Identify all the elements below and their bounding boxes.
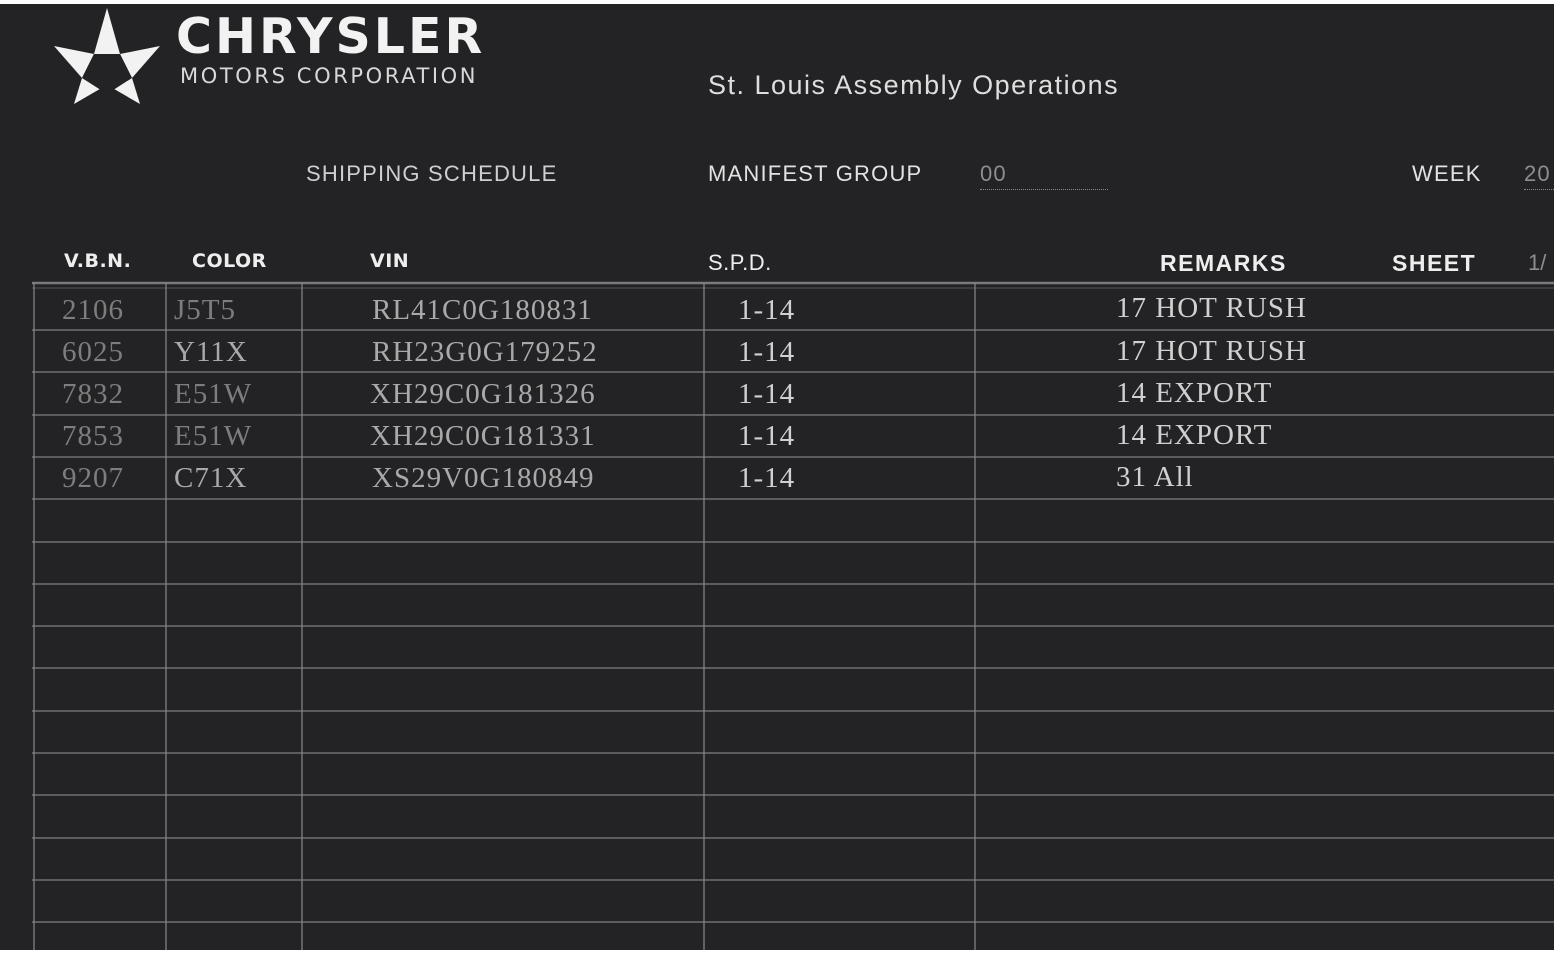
brand-subtitle: MOTORS CORPORATION bbox=[180, 64, 479, 88]
cell-color: E51W bbox=[174, 378, 253, 410]
cell-color: J5T5 bbox=[174, 294, 236, 326]
cell-vin: RH23G0G179252 bbox=[372, 336, 598, 368]
cell-vin: XH29C0G181331 bbox=[370, 420, 596, 452]
cell-spd: 1-14 bbox=[738, 420, 796, 452]
column-header-vbn: V.B.N. bbox=[64, 250, 132, 272]
cell-vin: RL41C0G180831 bbox=[372, 294, 593, 326]
cell-vin: XH29C0G181326 bbox=[370, 378, 596, 410]
column-header-color: COLOR bbox=[192, 250, 267, 272]
cell-spd: 1-14 bbox=[738, 336, 796, 368]
week-label: WEEK bbox=[1412, 161, 1482, 186]
manifest-group-value: 00 bbox=[980, 161, 1108, 190]
cell-color: Y11X bbox=[174, 336, 248, 368]
cell-vin: XS29V0G180849 bbox=[372, 462, 595, 494]
column-header-spd: S.P.D. bbox=[708, 250, 772, 275]
cell-spd: 1-14 bbox=[738, 462, 796, 494]
manifest-group-label: MANIFEST GROUP bbox=[708, 161, 923, 186]
cell-color: E51W bbox=[174, 420, 253, 452]
cell-vbn: 9207 bbox=[62, 462, 124, 494]
column-header-vin: VIN bbox=[370, 250, 410, 272]
cell-spd: 1-14 bbox=[738, 294, 796, 326]
plant-name: St. Louis Assembly Operations bbox=[708, 70, 1120, 100]
sheet-value: 1/ bbox=[1528, 250, 1547, 275]
cell-spd: 1-14 bbox=[738, 378, 796, 410]
cell-vbn: 2106 bbox=[62, 294, 124, 326]
cell-vbn: 7853 bbox=[62, 420, 124, 452]
cell-remarks: 17 HOT RUSH bbox=[1116, 335, 1307, 367]
cell-color: C71X bbox=[174, 462, 248, 494]
shipping-schedule-document bbox=[0, 4, 1554, 950]
cell-vbn: 6025 bbox=[62, 336, 124, 368]
cell-vbn: 7832 bbox=[62, 378, 124, 410]
document-title: SHIPPING SCHEDULE bbox=[306, 161, 558, 186]
cell-remarks: 14 EXPORT bbox=[1116, 419, 1273, 451]
cell-remarks: 31 All bbox=[1116, 461, 1194, 493]
cell-remarks: 17 HOT RUSH bbox=[1116, 292, 1307, 324]
brand-name: CHRYSLER bbox=[176, 8, 486, 65]
column-header-remarks: REMARKS bbox=[1160, 250, 1287, 276]
sheet-label: SHEET bbox=[1392, 250, 1477, 276]
week-value: 20 bbox=[1524, 161, 1554, 190]
cell-remarks: 14 EXPORT bbox=[1116, 377, 1273, 409]
